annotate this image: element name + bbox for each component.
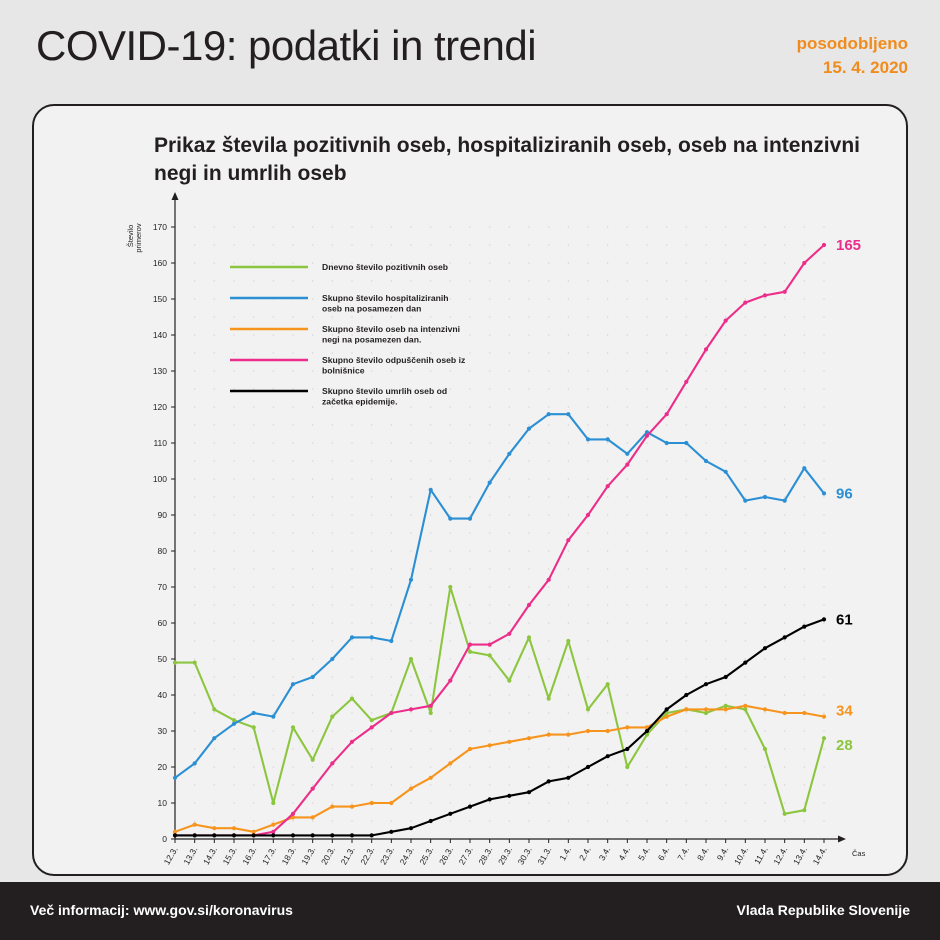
page-title: COVID-19: podatki in trendi xyxy=(36,22,537,69)
legend-label: Skupno število odpuščenih oseb iz xyxy=(322,355,466,365)
updated-block xyxy=(797,32,908,80)
updated-label: posodobljeno xyxy=(796,34,908,53)
line-chart-svg xyxy=(34,106,908,876)
svg-text:23.3.: 23.3. xyxy=(377,845,397,867)
svg-text:120: 120 xyxy=(152,402,167,412)
svg-text:30: 30 xyxy=(157,726,167,736)
svg-text:14.4.: 14.4. xyxy=(810,845,829,867)
page-header xyxy=(0,0,940,96)
svg-text:100: 100 xyxy=(152,474,167,484)
page-footer xyxy=(0,882,940,940)
svg-text:14.3.: 14.3. xyxy=(200,845,220,867)
svg-text:15.3.: 15.3. xyxy=(220,845,239,867)
footer-more-info: Več informacij: www.gov.si/koronavirus xyxy=(30,902,293,918)
series-1 xyxy=(173,412,826,780)
svg-text:140: 140 xyxy=(152,330,167,340)
svg-text:12.4.: 12.4. xyxy=(771,845,790,867)
svg-text:24.3.: 24.3. xyxy=(397,845,416,867)
svg-text:20: 20 xyxy=(157,762,167,772)
svg-text:3.4.: 3.4. xyxy=(596,845,613,863)
svg-text:60: 60 xyxy=(157,618,167,628)
footer-org: Vlada Republike Slovenije xyxy=(736,902,910,918)
legend-label: Skupno število umrlih oseb od xyxy=(322,386,448,396)
svg-text:160: 160 xyxy=(152,258,167,268)
x-axis xyxy=(162,839,829,866)
svg-text:9.4.: 9.4. xyxy=(714,845,731,863)
svg-text:10: 10 xyxy=(157,798,167,808)
svg-text:90: 90 xyxy=(157,510,167,520)
svg-text:7.4.: 7.4. xyxy=(675,845,692,863)
legend-label: negi na posamezen dan. xyxy=(322,334,422,345)
svg-text:26.3.: 26.3. xyxy=(436,845,456,867)
svg-text:50: 50 xyxy=(157,654,167,664)
svg-text:28.3.: 28.3. xyxy=(476,845,495,867)
legend-label: Dnevno število pozitivnih oseb xyxy=(322,262,449,272)
chart-card xyxy=(32,104,908,876)
chart-plot-area xyxy=(34,106,908,876)
svg-text:5.4.: 5.4. xyxy=(635,845,652,863)
svg-text:primerov: primerov xyxy=(134,223,143,253)
svg-text:31.3.: 31.3. xyxy=(535,845,554,867)
series-3 xyxy=(173,243,826,838)
chart-title: Prikaz števila pozitivnih oseb, hospitaliziranih oseb, oseb na intenzivni negi in umrlih oseb xyxy=(154,134,860,185)
svg-text:Število: Število xyxy=(126,224,135,248)
chart-legend xyxy=(230,262,465,407)
svg-text:17.3.: 17.3. xyxy=(259,845,279,867)
series-end-label: 34 xyxy=(836,702,853,720)
svg-text:11.4.: 11.4. xyxy=(751,845,770,866)
svg-text:6.4.: 6.4. xyxy=(655,845,672,863)
series-end-label: 61 xyxy=(836,611,853,629)
svg-text:110: 110 xyxy=(153,438,167,448)
svg-text:21.3.: 21.3. xyxy=(338,845,357,867)
series-4 xyxy=(173,617,826,837)
svg-text:30.3.: 30.3. xyxy=(515,845,534,867)
series-end-label: 28 xyxy=(836,737,853,755)
svg-text:70: 70 xyxy=(157,582,167,592)
legend-label: Skupno število oseb na intenzivni xyxy=(322,324,460,334)
series-end-label: 165 xyxy=(836,237,862,254)
svg-text:2.4.: 2.4. xyxy=(576,845,593,863)
series-2 xyxy=(173,704,826,834)
updated-date: 15. 4. 2020 xyxy=(822,58,908,77)
svg-text:18.3.: 18.3. xyxy=(279,845,298,867)
svg-text:8.4.: 8.4. xyxy=(694,845,711,863)
svg-text:12.3.: 12.3. xyxy=(161,845,180,867)
series-0 xyxy=(173,585,826,816)
svg-text:25.3.: 25.3. xyxy=(417,845,436,867)
svg-text:10.4.: 10.4. xyxy=(731,845,751,867)
series-end-label: 96 xyxy=(836,485,853,503)
svg-text:0: 0 xyxy=(162,834,167,844)
svg-text:150: 150 xyxy=(152,294,167,304)
legend-label: Skupno število hospitaliziranih xyxy=(322,293,449,303)
svg-text:20.3.: 20.3. xyxy=(318,845,338,867)
chart-axes xyxy=(172,192,847,843)
legend-label: začetka epidemije. xyxy=(322,396,398,407)
svg-text:13.3.: 13.3. xyxy=(181,845,200,867)
y-axis xyxy=(153,222,175,844)
svg-text:40: 40 xyxy=(157,690,167,700)
x-axis-title: Čas xyxy=(852,849,866,858)
svg-text:130: 130 xyxy=(152,366,167,376)
svg-text:4.4.: 4.4. xyxy=(616,845,633,863)
svg-text:80: 80 xyxy=(157,546,167,556)
svg-text:16.3.: 16.3. xyxy=(240,845,259,867)
legend-label: oseb na posamezen dan xyxy=(322,303,422,314)
svg-text:19.3.: 19.3. xyxy=(299,845,318,867)
svg-text:29.3.: 29.3. xyxy=(495,845,515,867)
svg-text:22.3.: 22.3. xyxy=(358,845,377,867)
svg-text:170: 170 xyxy=(152,222,167,232)
legend-label: bolnišnice xyxy=(322,365,365,376)
svg-text:13.4.: 13.4. xyxy=(790,845,810,867)
svg-text:1.4.: 1.4. xyxy=(557,845,574,863)
svg-text:27.3.: 27.3. xyxy=(456,845,475,867)
